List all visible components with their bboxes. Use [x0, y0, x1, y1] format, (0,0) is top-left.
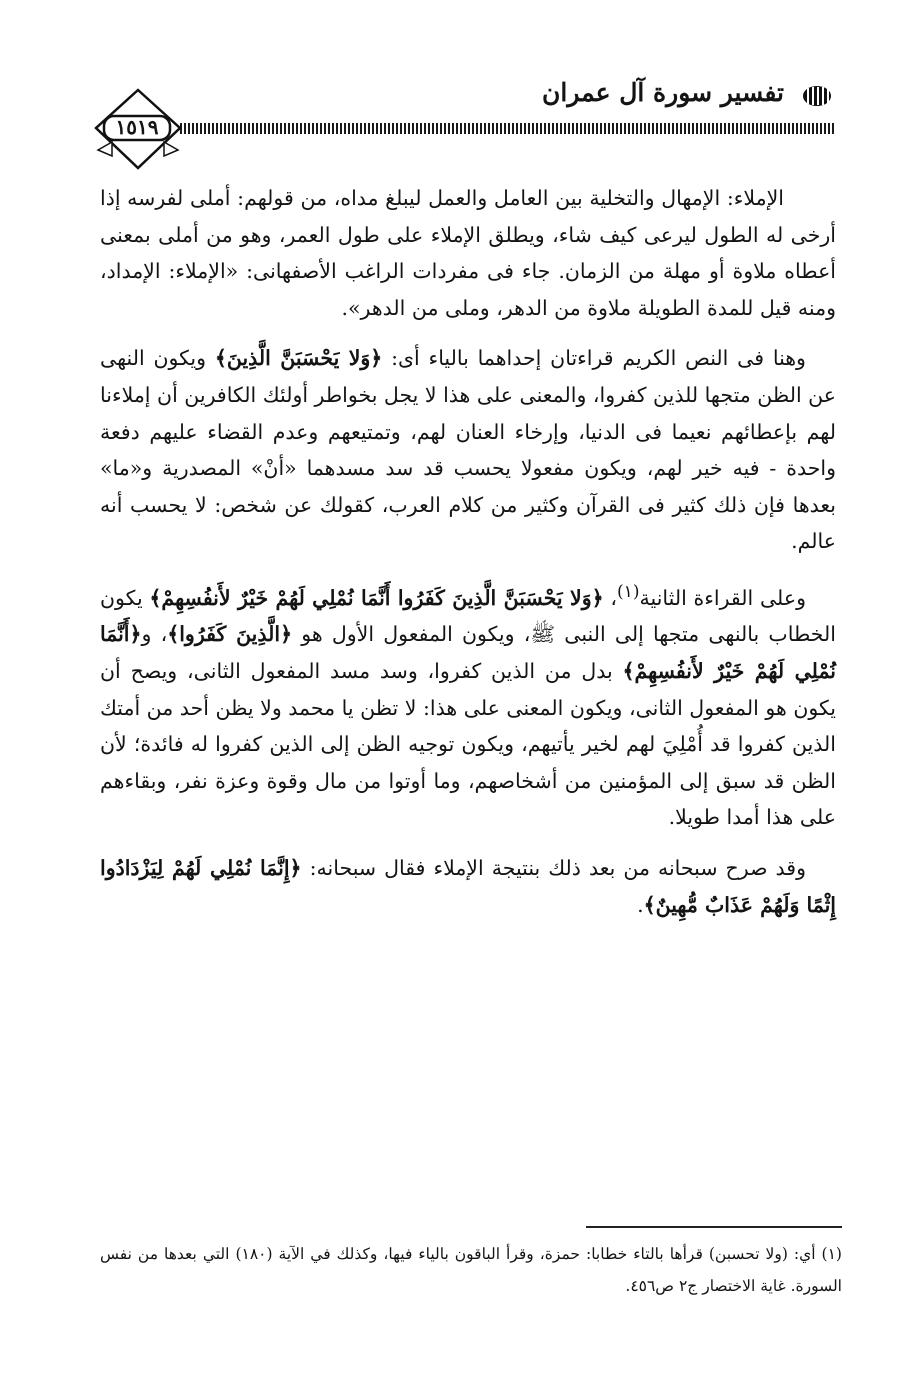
page-number: ١٥١٩ — [115, 115, 159, 139]
ornament-icon — [800, 84, 834, 108]
text-span: ، و — [141, 622, 168, 647]
footnote: (١) أي: (ولا تحسبن) قرأها بالتاء خطابا: حمزة، وقرأ الباقون بالياء فيها، وكذلك في الآية (١٨٠) التي بعدها من نفس السورة. غاية الاختصار ج٢ ص٤٥٦. — [100, 1245, 842, 1295]
footnote-ref[interactable]: (١) — [616, 581, 640, 602]
quran-verse: ﴿وَلا يَحْسَبَنَّ الَّذِينَ كَفَرُوا أَنَّمَا نُمْلِي لَهُمْ خَيْرٌ لأَنفُسِهِمْ﴾ — [149, 585, 604, 610]
text-span: وقد صرح سبحانه من بعد ذلك بنتيجة الإملاء فقال سبحانه: — [309, 855, 806, 880]
main-text — [100, 180, 836, 937]
text-span: وعلى القراءة الثانية — [639, 585, 806, 610]
header-rule — [180, 123, 834, 134]
running-title: تفسير سورة آل عمران — [542, 78, 784, 107]
text-span: بدل من الذين كفروا، وسد مسد المفعول الثانى، ويصح أن يكون هو المفعول الثانى، ويكون المعنى على هذا: لا تظن يا محمد ولا يظن أحد من أمتك الذين كفروا قد أُمْلِيَ لهم لخير يأتيهم، ويكون توجيه الظن إلى الذين كفروا له فائدة؛ لأن الظن قد سبق إلى المؤمنين من أشخاصهم، وما أوتوا من مال وقوة وعزة نفر، وبقاءهم على هذا أمدا طويلا. — [100, 658, 836, 830]
page-header — [92, 78, 834, 158]
text-span: ، — [610, 585, 617, 610]
paragraph-4 — [100, 850, 836, 923]
text-span: وهنا فى النص الكريم قراءتان إحداهما بالياء أى: — [391, 346, 806, 371]
page-number-badge — [92, 86, 184, 172]
text-span: . — [637, 892, 644, 917]
quran-verse: ﴿إِنَّمَا نُمْلِي لَهُمْ لِيَزْدَادُوا إِثْمًا وَلَهُمْ عَذَابٌ مُّهِينٌ﴾ — [100, 855, 836, 917]
text-span: ويكون النهى عن الظن متجها للذين كفروا، والمعنى على هذا لا يجل بخواطر أولئك الكافرين أن إملاءنا لهم بإعطائهم نعيما فى الدنيا، وإرخاء العنان لهم، وتمتيعهم وعدم القضاء عليهم دفعة واحدة - فيه خير لهم، ويكون مفعولا يحسب قد سد مسدهما «أنْ» المصدرية و«ما» بعدها فإن ذلك كثير فى القرآن وكثير من كلام العرب، كقولك عن شخص: لا يحسب أنه عالم. — [100, 346, 836, 554]
paragraph-1: الإملاء: الإمهال والتخلية بين العامل والعمل ليبلغ مداه، من قولهم: أملى لفرسه إذا أرخى له الطول ليرعى كيف شاء، ويطلق الإملاء على طول العمر، وهو من أملى بمعنى أعطاه ملاوة أو مهلة من الزمان. جاء فى مفردات الراغب الأصفهانى: «الإملاء: الإمداد، ومنه قيل للمدة الطويلة ملاوة من الدهر، وملى من الدهر». — [100, 186, 836, 320]
quran-verse: ﴿وَلا يَحْسَبَنَّ الَّذِينَ﴾ — [214, 346, 383, 371]
quran-verse: ﴿أَنَّمَا نُمْلِي لَهُمْ خَيْرٌ لأَنفُسِهِمْ﴾ — [100, 622, 836, 683]
paragraph-3 — [100, 574, 836, 836]
quran-verse: ﴿الَّذِينَ كَفَرُوا﴾ — [167, 622, 293, 647]
text-span: يكون الخطاب بالنهى متجها إلى النبى ﷺ، ويكون المفعول الأول هو — [100, 585, 836, 647]
paragraph-2 — [100, 340, 836, 560]
footnote-separator — [586, 1226, 842, 1228]
